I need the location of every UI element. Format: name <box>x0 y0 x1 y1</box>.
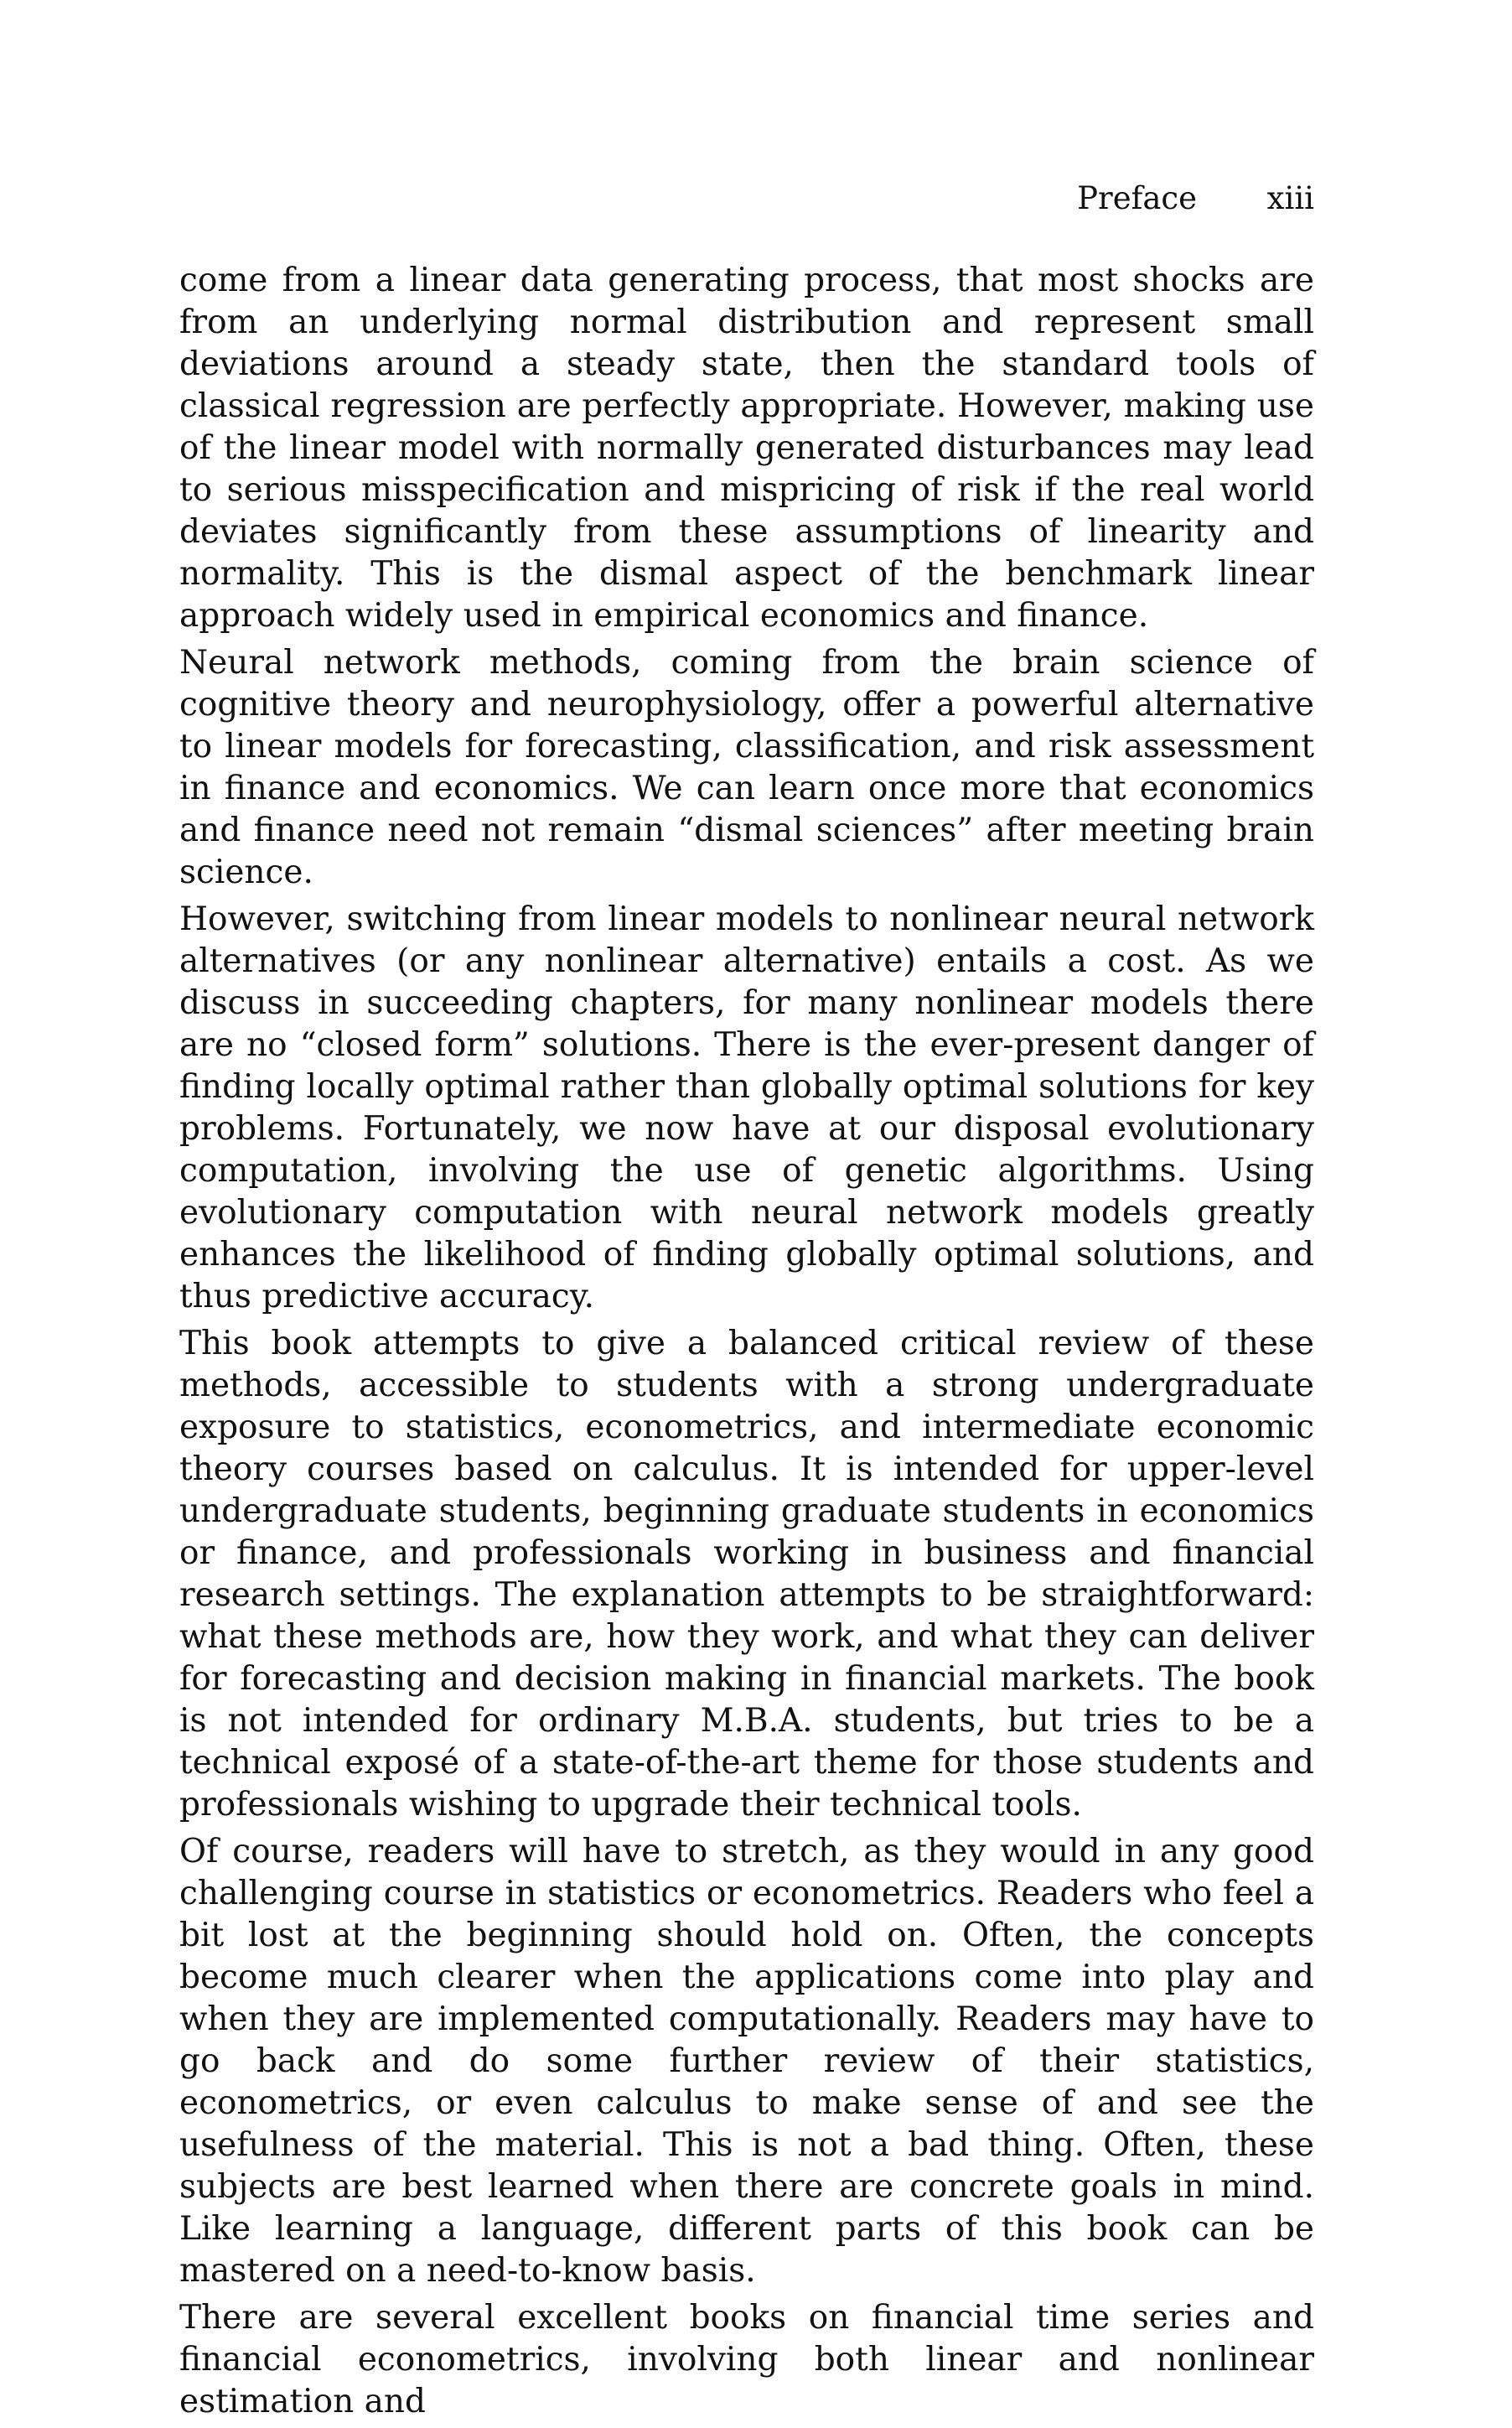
paragraph-audience: This book attempts to give a balanced critical review of these methods, accessible to students with a strong undergraduate exposure to statistics, econometrics, and intermediate economic theory courses based on calculus. It is intended for upper-level undergraduate students, beginning graduate students in economics or finance, and professionals working in business and financial research settings. The explanation attempts to be straightforward: what these methods are, how they work, and what they can deliver for forecasting and decision making in financial markets. The book is not intended for ordinary M.B.A. students, but tries to be a technical exposé of a state-of-the-art theme for those students and professionals wishing to upgrade their technical tools. <box>179 1325 1314 1824</box>
paragraph-continued: come from a linear data generating process, that most shocks are from an underlying normal distribution and represent small deviations around a steady state, then the standard tools of classical regression are perfectly appropriate. However, making use of the linear model with normally generated disturbances may lead to serious misspecification and mispricing of risk if the real world deviates significantly from these assumptions of linearity and normality. This is the dismal aspect of the benchmark linear approach widely used in empirical economics and finance. <box>179 262 1314 635</box>
running-head <box>179 178 1314 220</box>
body-text <box>179 260 1314 2428</box>
page-number: xiii <box>1266 180 1314 216</box>
paragraph-neural-networks: Neural network methods, coming from the brain science of cognitive theory and neurophysiology, offer a powerful alternative to linear models for forecasting, classification, and risk assessment in finance and economics. We can learn once more that economics and finance need not remain “dismal sciences” after meeting brain science. <box>179 644 1314 891</box>
paragraph-nonlinear-cost: However, switching from linear models to nonlinear neural network alternatives (or any nonlinear alternative) entails a cost. As we discuss in succeeding chapters, for many nonlinear models there are no “closed form” solutions. There is the ever-present danger of finding locally optimal rather than globally optimal solutions for key problems. Fortunately, we now have at our disposal evolutionary computation, involving the use of genetic algorithms. Using evolutionary computation with neural network models greatly enhances the likelihood of finding globally optimal solutions, and thus predictive accuracy. <box>179 900 1314 1315</box>
paragraph-other-books: There are several excellent books on financial time series and financial econometrics, involving both linear and nonlinear estimation and <box>179 2299 1314 2420</box>
paragraph-readers: Of course, readers will have to stretch, as they would in any good challenging course in statistics or econometrics. Readers who feel a bit lost at the beginning should hold on. Often, the concepts become much clearer when the applications come into play and when they are implemented computationally. Readers may have to go back and do some further review of their statistics, econometrics, or even calculus to make sense of and see the usefulness of the material. This is not a bad thing. Often, these subjects are best learned when there are concrete goals in mind. Like learning a language, different parts of this book can be mastered on a need-to-know basis. <box>179 1833 1314 2290</box>
running-title: Preface <box>1077 180 1197 216</box>
